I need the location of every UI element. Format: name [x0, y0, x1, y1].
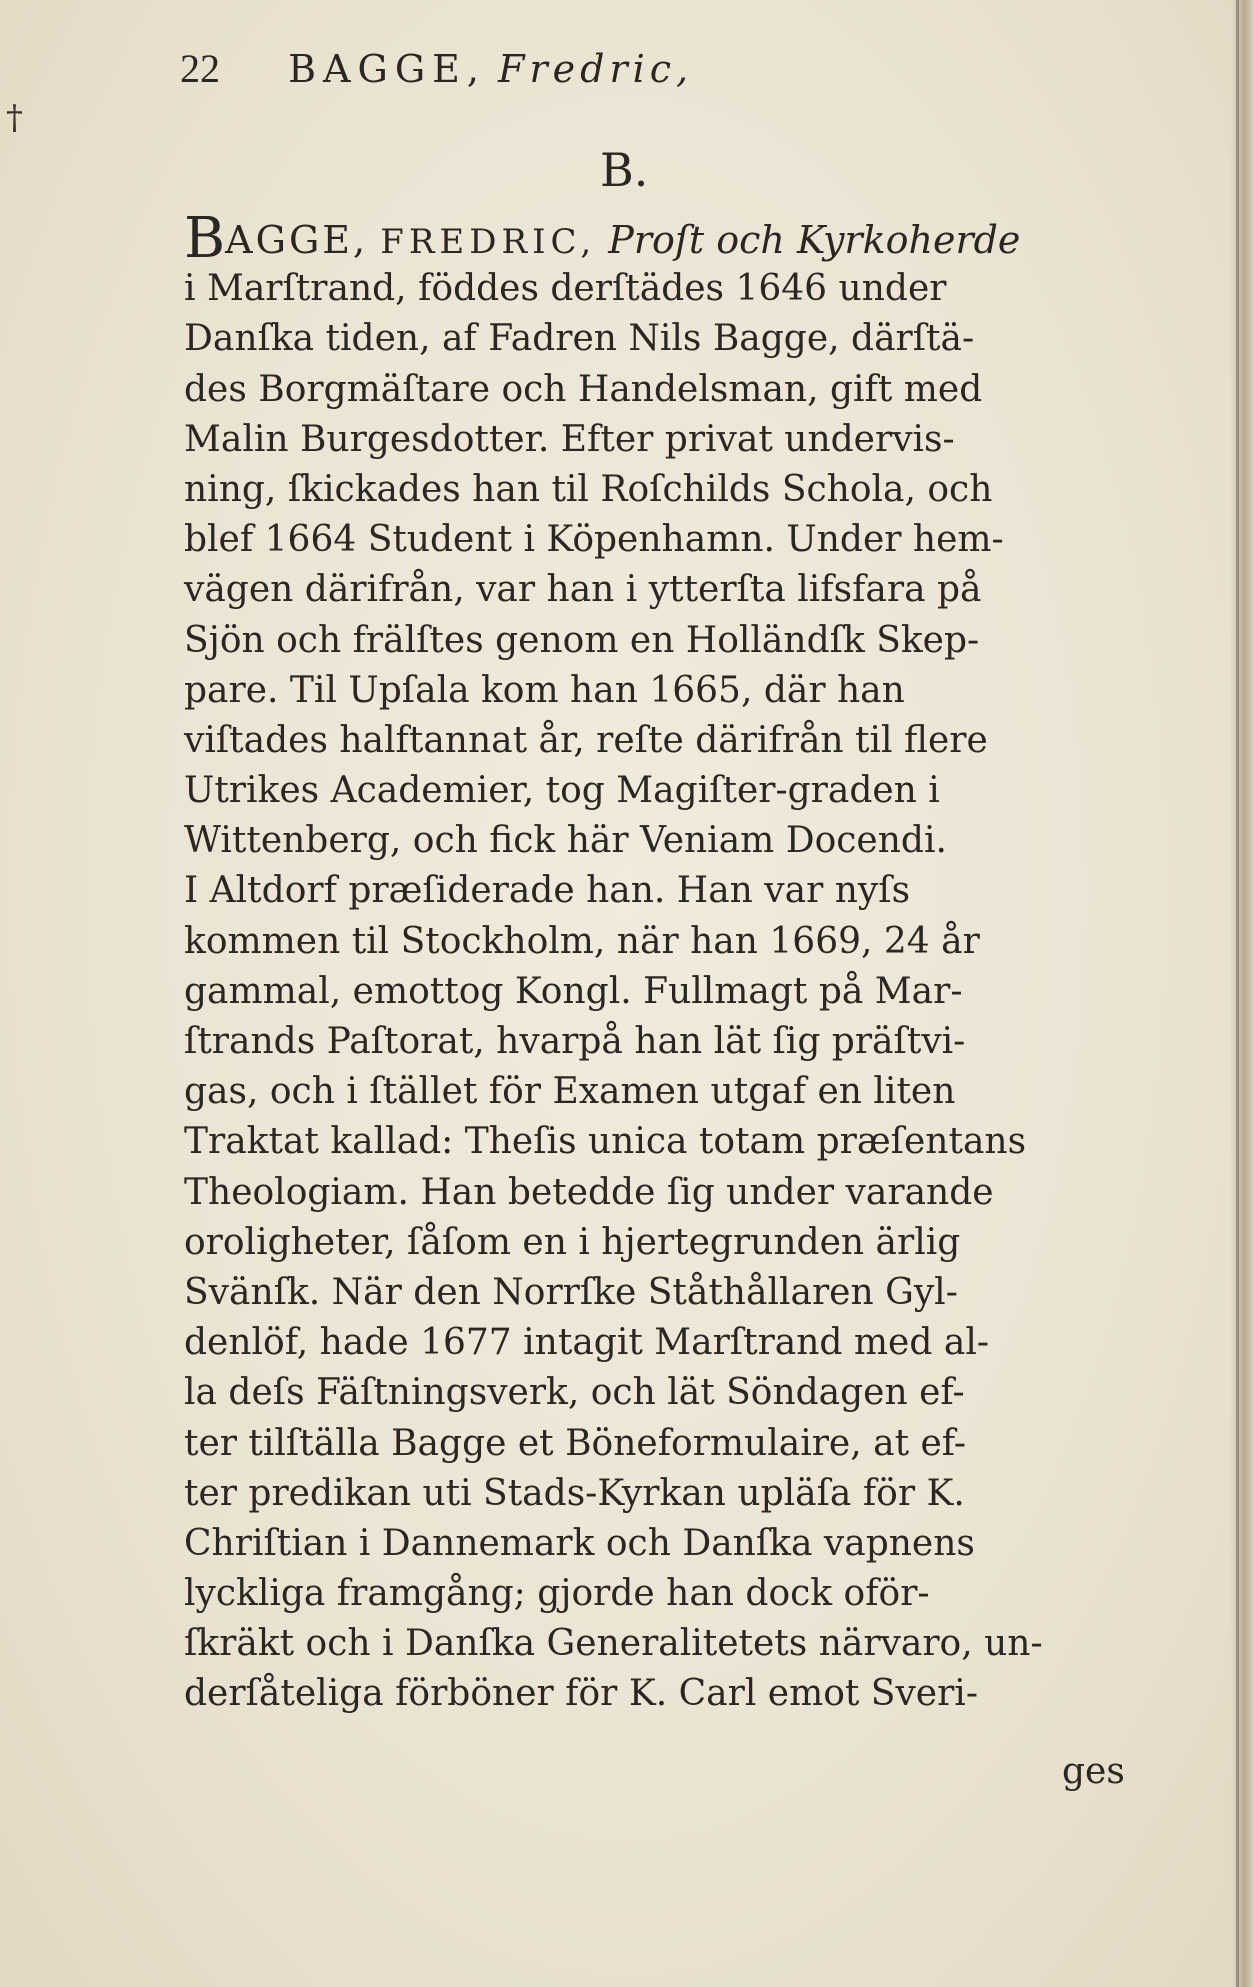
text-line: ſtrands Paſtorat, hvarpå han lät ſig präſtvi- [184, 1021, 966, 1062]
spine-shadow-line [1236, 0, 1239, 1987]
text-line: vägen därifrån, var han i ytterſta lifsfara på [184, 569, 982, 611]
text-line: Theologiam. Han betedde ſig under varande [184, 1171, 994, 1213]
text-line: Sjön och frälſtes genom en Holländſk Skep- [184, 619, 980, 661]
text-line: I Altdorf præſiderade han. Han var nyſs [184, 870, 911, 912]
text-line: ter tilſtälla Bagge et Böneformulaire, at ef- [184, 1422, 966, 1464]
text-line: i Marſtrand, föddes derſtädes 1646 under [184, 268, 947, 310]
text-line: denlöf, hade 1677 intagit Marſtrand med al- [184, 1322, 989, 1364]
text-line: blef 1664 Student i Köpenhamn. Under hem- [184, 519, 1004, 561]
section-letter-heading: B. [600, 143, 649, 197]
text-line: kommen til Stockholm, när han 1669, 24 år [184, 920, 980, 962]
text-line: pare. Til Upſala kom han 1665, där han [184, 669, 905, 711]
text-line: derſåteliga förböner för K. Carl emot Sveri- [184, 1673, 978, 1715]
entry-surname: AGGE, [225, 218, 369, 262]
text-line: Traktat kallad: Theſis unica totam præſentans [184, 1121, 1027, 1163]
text-line: Svänſk. När den Norrſke Ståthållaren Gyl- [184, 1271, 958, 1313]
text-line: ter predikan uti Stads-Kyrkan upläſa för K. [184, 1472, 965, 1514]
text-line: Utrikes Academier, tog Magiſter-graden i [184, 770, 940, 812]
text-line: la deſs Fäſtningsverk, och lät Söndagen ef- [184, 1372, 965, 1414]
running-head-name: BAGGE, [288, 47, 486, 91]
entry-body [184, 206, 1124, 1720]
entry-forename: FREDRIC, [380, 222, 597, 262]
text-line: gammal, emottog Kongl. Fullmagt på Mar- [184, 970, 963, 1012]
text-line: viſtades halftannat år, reſte därifrån til flere [184, 719, 988, 761]
running-head-given-name: Fredric, [498, 47, 694, 91]
running-head [180, 44, 980, 94]
margin-dagger-mark: † [6, 98, 23, 138]
text-line: lyckliga framgång; gjorde han dock oför- [184, 1573, 930, 1615]
page-number: 22 [180, 46, 220, 91]
text-line: Malin Burgesdotter. Efter privat undervis- [184, 418, 955, 460]
text-line: Danſka tiden, af Fadren Nils Bagge, därſtä- [184, 318, 975, 360]
text-line: des Borgmäſtare och Handelsman, gift med [184, 368, 983, 410]
entry-title: Proſt och Kyrkoherde [608, 218, 1021, 262]
text-line: Wittenberg, och fick här Veniam Docendi. [184, 820, 947, 862]
entry-heading-line [184, 206, 1124, 271]
text-line: ning, ſkickades han til Roſchilds Schola, och [184, 468, 993, 510]
text-line: gas, och i ſtället för Examen utgaf en liten [184, 1071, 956, 1113]
entry-initial: B [184, 206, 226, 271]
page-spine-edge [1231, 0, 1253, 1987]
catchword: ges [1062, 1751, 1125, 1792]
text-line: Chriſtian i Dannemark och Danſka vapnens [184, 1522, 975, 1564]
text-line: ſkräkt och i Danſka Generalitetets närvaro, un- [184, 1623, 1043, 1665]
text-line: oroligheter, ſåſom en i hjertegrunden ärlig [184, 1221, 961, 1263]
